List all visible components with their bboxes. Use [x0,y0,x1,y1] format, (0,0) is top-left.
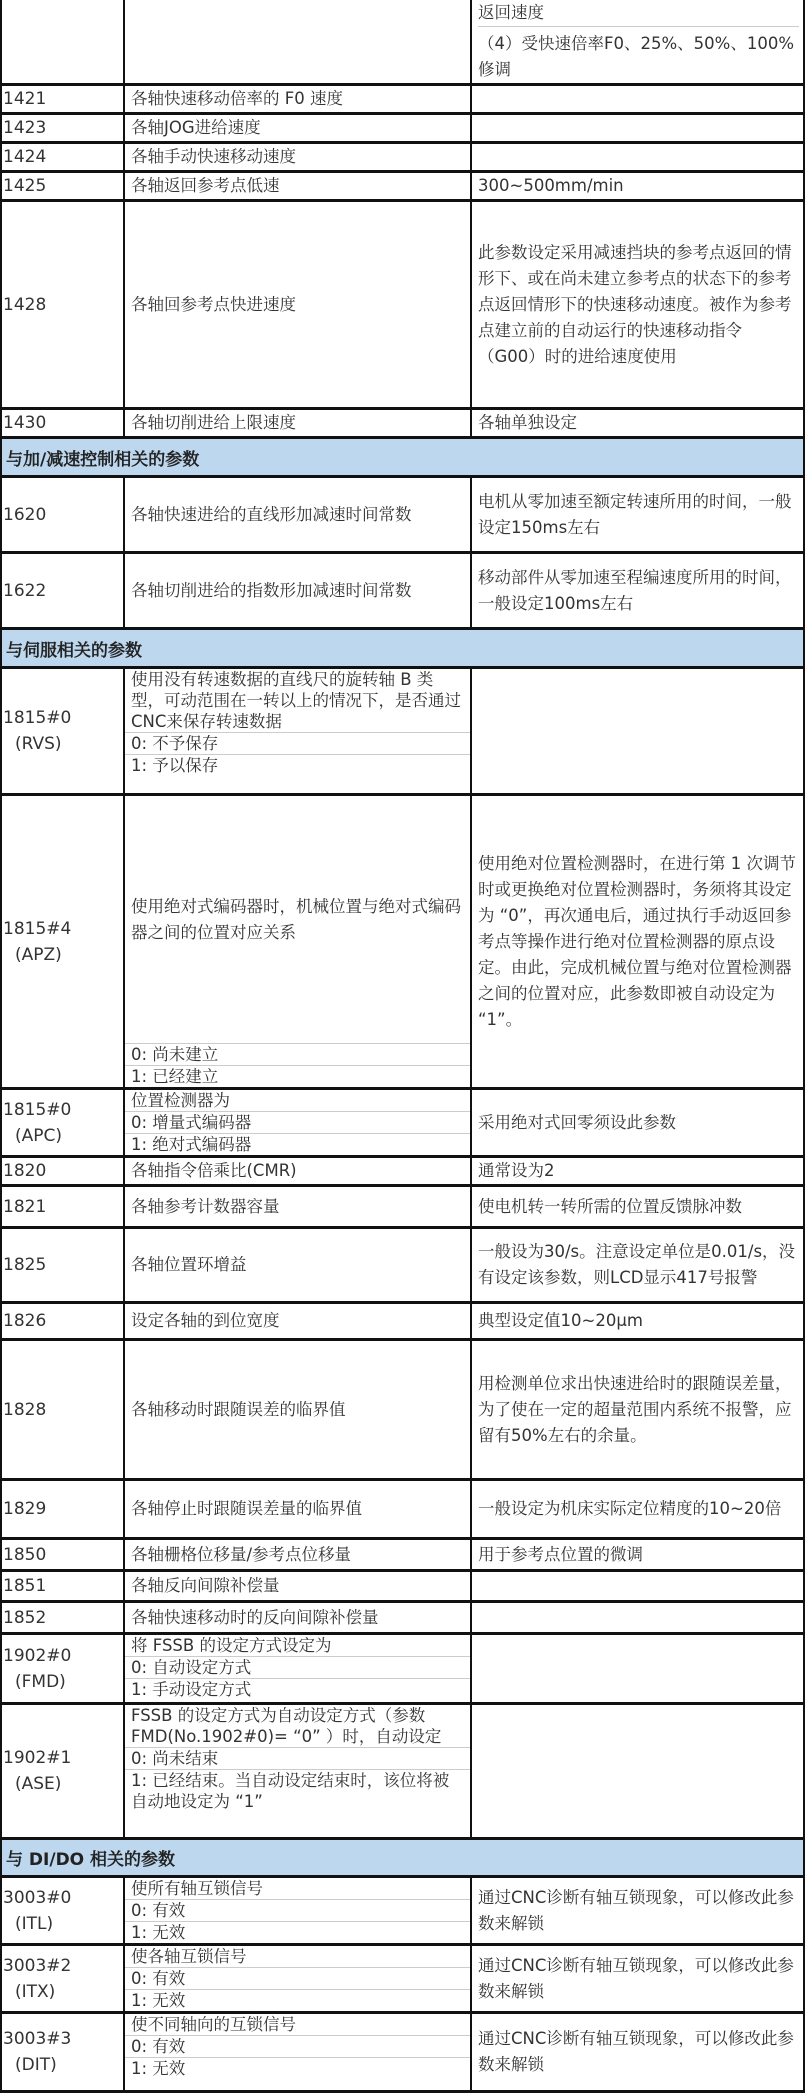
param-note-cell [472,1635,803,1702]
param-note-cell [472,1540,803,1569]
param-note-cell [472,86,803,112]
param-name-cell [125,1187,472,1226]
param-option: 0: 有效 [125,1899,470,1921]
param-name-cell [125,478,472,551]
param-option: 1: 手动设定方式 [125,1678,470,1700]
param-note-cell [472,796,803,1087]
param-name-cell [125,1229,472,1301]
param-note: 通过CNC诊断有轴互锁现象，可以修改此参数来解锁 [478,1887,794,1933]
param-code: 1815#4 [3,918,72,939]
param-note-cell [472,144,803,170]
param-number-cell [2,0,125,83]
param-code: 1424 [3,147,47,167]
param-code: 1815#0 [3,708,72,728]
param-note: 用于参考点位置的微调 [478,1544,643,1564]
param-name: 使用没有转速数据的直线尺的旋转轴 B 类型，可动范围在一转以上的情况下，是否通过CNC来保存转速数据 [131,670,461,731]
param-number-cell [2,478,125,551]
table-row [2,144,803,173]
param-number-cell [2,144,125,170]
param-note: 采用绝对式回零须设此参数 [478,1112,676,1132]
param-option: 1: 无效 [125,2057,470,2079]
param-note-cell [472,202,803,407]
param-name: 各轴快速进给的直线形加减速时间常数 [131,504,412,524]
param-note-cell [472,1158,803,1184]
param-number-cell [2,1158,125,1184]
param-note-cell [472,1481,803,1537]
param-option: 1: 无效 [125,1921,470,1943]
param-note-cell [472,669,803,793]
param-option: 1: 无效 [125,1989,470,2011]
param-code: 1620 [3,504,47,525]
param-number-cell [2,1090,125,1155]
param-option: 0: 自动设定方式 [125,1656,470,1678]
param-code: (ASE) [15,1774,62,1794]
param-name: FSSB 的设定方式为自动设定方式（参数FMD(No.1902#0)= “0” ）时，自动设定 [131,1706,442,1746]
param-name-cell [125,1878,472,1943]
table-row [2,1635,803,1705]
param-code: 1829 [3,1499,47,1519]
param-name-cell [125,669,472,793]
param-code: (APZ) [15,944,62,965]
table-row [2,0,803,86]
param-code: 1821 [3,1196,47,1217]
param-number-cell [2,1187,125,1226]
param-note: 电机从零加速至额定转速所用的时间，一般设定150ms左右 [478,491,792,537]
param-name-cell [125,1603,472,1632]
param-name: 各轴移动时跟随误差的临界值 [131,1399,346,1419]
table-row [2,1481,803,1540]
param-name-cell [125,1572,472,1600]
table-row [2,115,803,144]
param-name-cell [125,0,472,83]
param-code: 1902#1 [3,1748,72,1768]
param-code: 1828 [3,1399,47,1420]
param-number-cell [2,86,125,112]
param-number-cell [2,115,125,141]
param-name-cell [125,86,472,112]
param-name: 各轴反向间隙补偿量 [131,1576,280,1595]
param-name-cell [125,1090,472,1155]
param-name-cell [125,173,472,199]
table-row [2,173,803,202]
param-name-cell [125,1304,472,1338]
param-name-cell [125,144,472,170]
param-name-cell [125,2014,472,2090]
param-note: （4）受快速倍率F0、25%、50%、100%修调 [478,26,799,83]
param-note: 返回速度 [478,3,544,22]
param-number-cell [2,1603,125,1632]
param-code: (DIT) [15,2055,57,2075]
table-row [2,1572,803,1603]
param-note: 典型设定值10~20μm [478,1311,643,1330]
param-name: 各轴切削进给上限速度 [131,413,296,432]
param-name: 各轴停止时跟随误差量的临界值 [131,1499,362,1518]
param-option: 0: 增量式编码器 [125,1111,470,1133]
param-code: (FMD) [15,1671,66,1692]
param-note: 通常设为2 [478,1161,555,1180]
param-note-cell [472,1946,803,2011]
param-note-cell [472,1878,803,1943]
param-name-cell [125,115,472,141]
param-note: 使电机转一转所需的位置反馈脉冲数 [478,1196,742,1216]
param-option: 1: 已经建立 [125,1065,470,1087]
param-note-cell [472,410,803,436]
param-number-cell [2,202,125,407]
param-code: 1852 [3,1607,47,1628]
param-name-cell [125,796,472,1087]
param-note-cell [472,554,803,627]
param-name: 各轴JOG进给速度 [131,118,261,137]
param-note-cell [472,1187,803,1226]
table-row [2,1158,803,1187]
param-name: 使所有轴互锁信号 [131,1879,263,1898]
param-number-cell [2,1540,125,1569]
table-row [2,1187,803,1229]
param-option: 1: 已经结束。当自动设定结束时，该位将被自动地设定为 “1” [125,1769,470,1812]
table-row [2,1229,803,1304]
param-name: 设定各轴的到位宽度 [131,1311,280,1330]
param-name: 各轴参考计数器容量 [131,1196,280,1216]
param-name-cell [125,1481,472,1537]
param-code: 1430 [3,413,47,433]
param-code: 1421 [3,89,47,109]
param-code: (ITL) [15,1913,54,1934]
param-name-cell [125,202,472,407]
param-name [125,0,470,83]
param-name: 将 FSSB 的设定方式设定为 [131,1636,332,1655]
param-note-cell [472,115,803,141]
param-name-cell [125,1540,472,1569]
param-note: 此参数设定采用减速挡块的参考点返回的情形下、或在尚未建立参考点的状态下的参考点返回情形下的快速移动速度。被作为参考点建立前的自动运行的快速移动指令（G00）时的进给速度使用 [478,242,792,366]
param-note-cell [472,0,803,83]
table-row [2,1603,803,1635]
param-name: 使用绝对式编码器时，机械位置与绝对式编码器之间的位置对应关系 [131,896,461,942]
param-number-cell [2,1304,125,1338]
param-option: 0: 尚未结束 [125,1747,470,1769]
param-code: 1850 [3,1544,47,1565]
table-row [2,1341,803,1481]
param-code: 1428 [3,294,47,315]
table-row [2,796,803,1090]
param-name-cell [125,554,472,627]
param-code: 3003#2 [3,1955,72,1976]
param-name-cell [125,410,472,436]
param-name: 各轴手动快速移动速度 [131,147,296,166]
param-option: 1: 予以保存 [125,754,470,776]
param-code: 1425 [3,176,47,196]
param-code: (ITX) [15,1981,56,2002]
param-note: 一般设为30/s。注意设定单位是0.01/s，没有设定该参数，则LCD显示417号报警 [478,1242,796,1287]
param-note: 通过CNC诊断有轴互锁现象，可以修改此参数来解锁 [478,2029,794,2074]
table-row [2,410,803,439]
param-note: 300~500mm/min [478,176,624,195]
table-row [2,86,803,115]
table-row [2,669,803,796]
param-note-cell [472,173,803,199]
param-name-cell [125,1341,472,1478]
param-name: 各轴返回参考点低速 [131,176,280,195]
param-option: 0: 尚未建立 [125,1043,470,1065]
param-name: 各轴切削进给的指数形加减速时间常数 [131,580,412,600]
param-code: 1825 [3,1255,47,1275]
param-code: 1902#0 [3,1645,72,1666]
param-note: 通过CNC诊断有轴互锁现象，可以修改此参数来解锁 [478,1955,794,2001]
param-note-cell [472,1229,803,1301]
param-note-cell [472,1090,803,1155]
param-name: 各轴快速移动倍率的 F0 速度 [131,89,343,108]
param-option: 0: 不予保存 [125,732,470,754]
param-name-cell [125,1946,472,2011]
param-code: 3003#0 [3,1887,72,1908]
param-code: 1622 [3,580,47,601]
param-code: (APC) [15,1125,63,1146]
param-name: 各轴回参考点快进速度 [131,294,296,314]
table-row [2,1304,803,1341]
section-header: 与伺服相关的参数 [2,630,803,669]
param-code: 1423 [3,118,47,138]
param-code: 1851 [3,1576,47,1596]
param-number-cell [2,1635,125,1702]
param-number-cell [2,1946,125,2011]
param-code: 3003#3 [3,2029,72,2049]
param-note-cell [472,1304,803,1338]
param-name: 使各轴互锁信号 [131,1947,247,1966]
param-code: 1826 [3,1311,47,1331]
param-number-cell [2,173,125,199]
table-row [2,554,803,630]
param-name: 各轴栅格位移量/参考点位移量 [131,1544,352,1564]
param-note-cell [472,1705,803,1837]
param-number-cell [2,1481,125,1537]
param-number-cell [2,1572,125,1600]
param-note-cell [472,478,803,551]
table-row [2,2014,803,2093]
param-number-cell [2,1705,125,1837]
param-code: (RVS) [15,734,62,754]
table-row [2,1946,803,2014]
param-note: 各轴单独设定 [478,413,577,432]
param-note: 一般设定为机床实际定位精度的10~20倍 [478,1499,782,1518]
param-note-cell [472,1572,803,1600]
param-note: 使用绝对位置检测器时，在进行第 1 次调节时或更换绝对位置检测器时，务须将其设定为 “0”，再次通电后，通过执行手动返回参考点等操作进行绝对位置检测器的原点设定。由此，完成机械位置与绝对位置检测器之间的位置对应，此参数即被自动设定为 “1”。 [478,853,796,1029]
param-number-cell [2,410,125,436]
param-name: 各轴快速移动时的反向间隙补偿量 [131,1607,379,1627]
table-row [2,478,803,554]
param-name: 各轴位置环增益 [131,1255,247,1274]
param-number-cell [2,1878,125,1943]
section-header: 与 DI/DO 相关的参数 [2,1840,803,1878]
param-number-cell [2,2014,125,2090]
param-option: 1: 绝对式编码器 [125,1133,470,1155]
param-name-cell [125,1158,472,1184]
table-row [2,1878,803,1946]
param-number-cell [2,1341,125,1478]
param-note-cell [472,1603,803,1632]
param-number-cell [2,669,125,793]
param-name: 各轴指令倍乘比(CMR) [131,1161,297,1180]
param-number-cell [2,554,125,627]
table-row [2,1540,803,1572]
param-number-cell [2,1229,125,1301]
param-name: 使不同轴向的互锁信号 [131,2015,296,2034]
param-note: 用检测单位求出快速进给时的跟随误差量，为了使在一定的超量范围内系统不报警，应留有50%左右的余量。 [478,1373,792,1445]
table-row [2,1705,803,1840]
section-header: 与加/减速控制相关的参数 [2,439,803,478]
param-option: 0: 有效 [125,1967,470,1989]
param-note-cell [472,1341,803,1478]
param-name: 位置检测器为 [131,1091,230,1110]
param-name-cell [125,1705,472,1837]
param-code: 1820 [3,1161,47,1181]
param-note: 移动部件从零加速至程编速度所用的时间，一般设定100ms左右 [478,567,792,613]
param-name-cell [125,1635,472,1702]
param-option: 0: 有效 [125,2035,470,2057]
param-code: 1815#0 [3,1099,72,1120]
param-number-cell [2,796,125,1087]
table-row [2,202,803,410]
table-row [2,1090,803,1158]
param-note-cell [472,2014,803,2090]
